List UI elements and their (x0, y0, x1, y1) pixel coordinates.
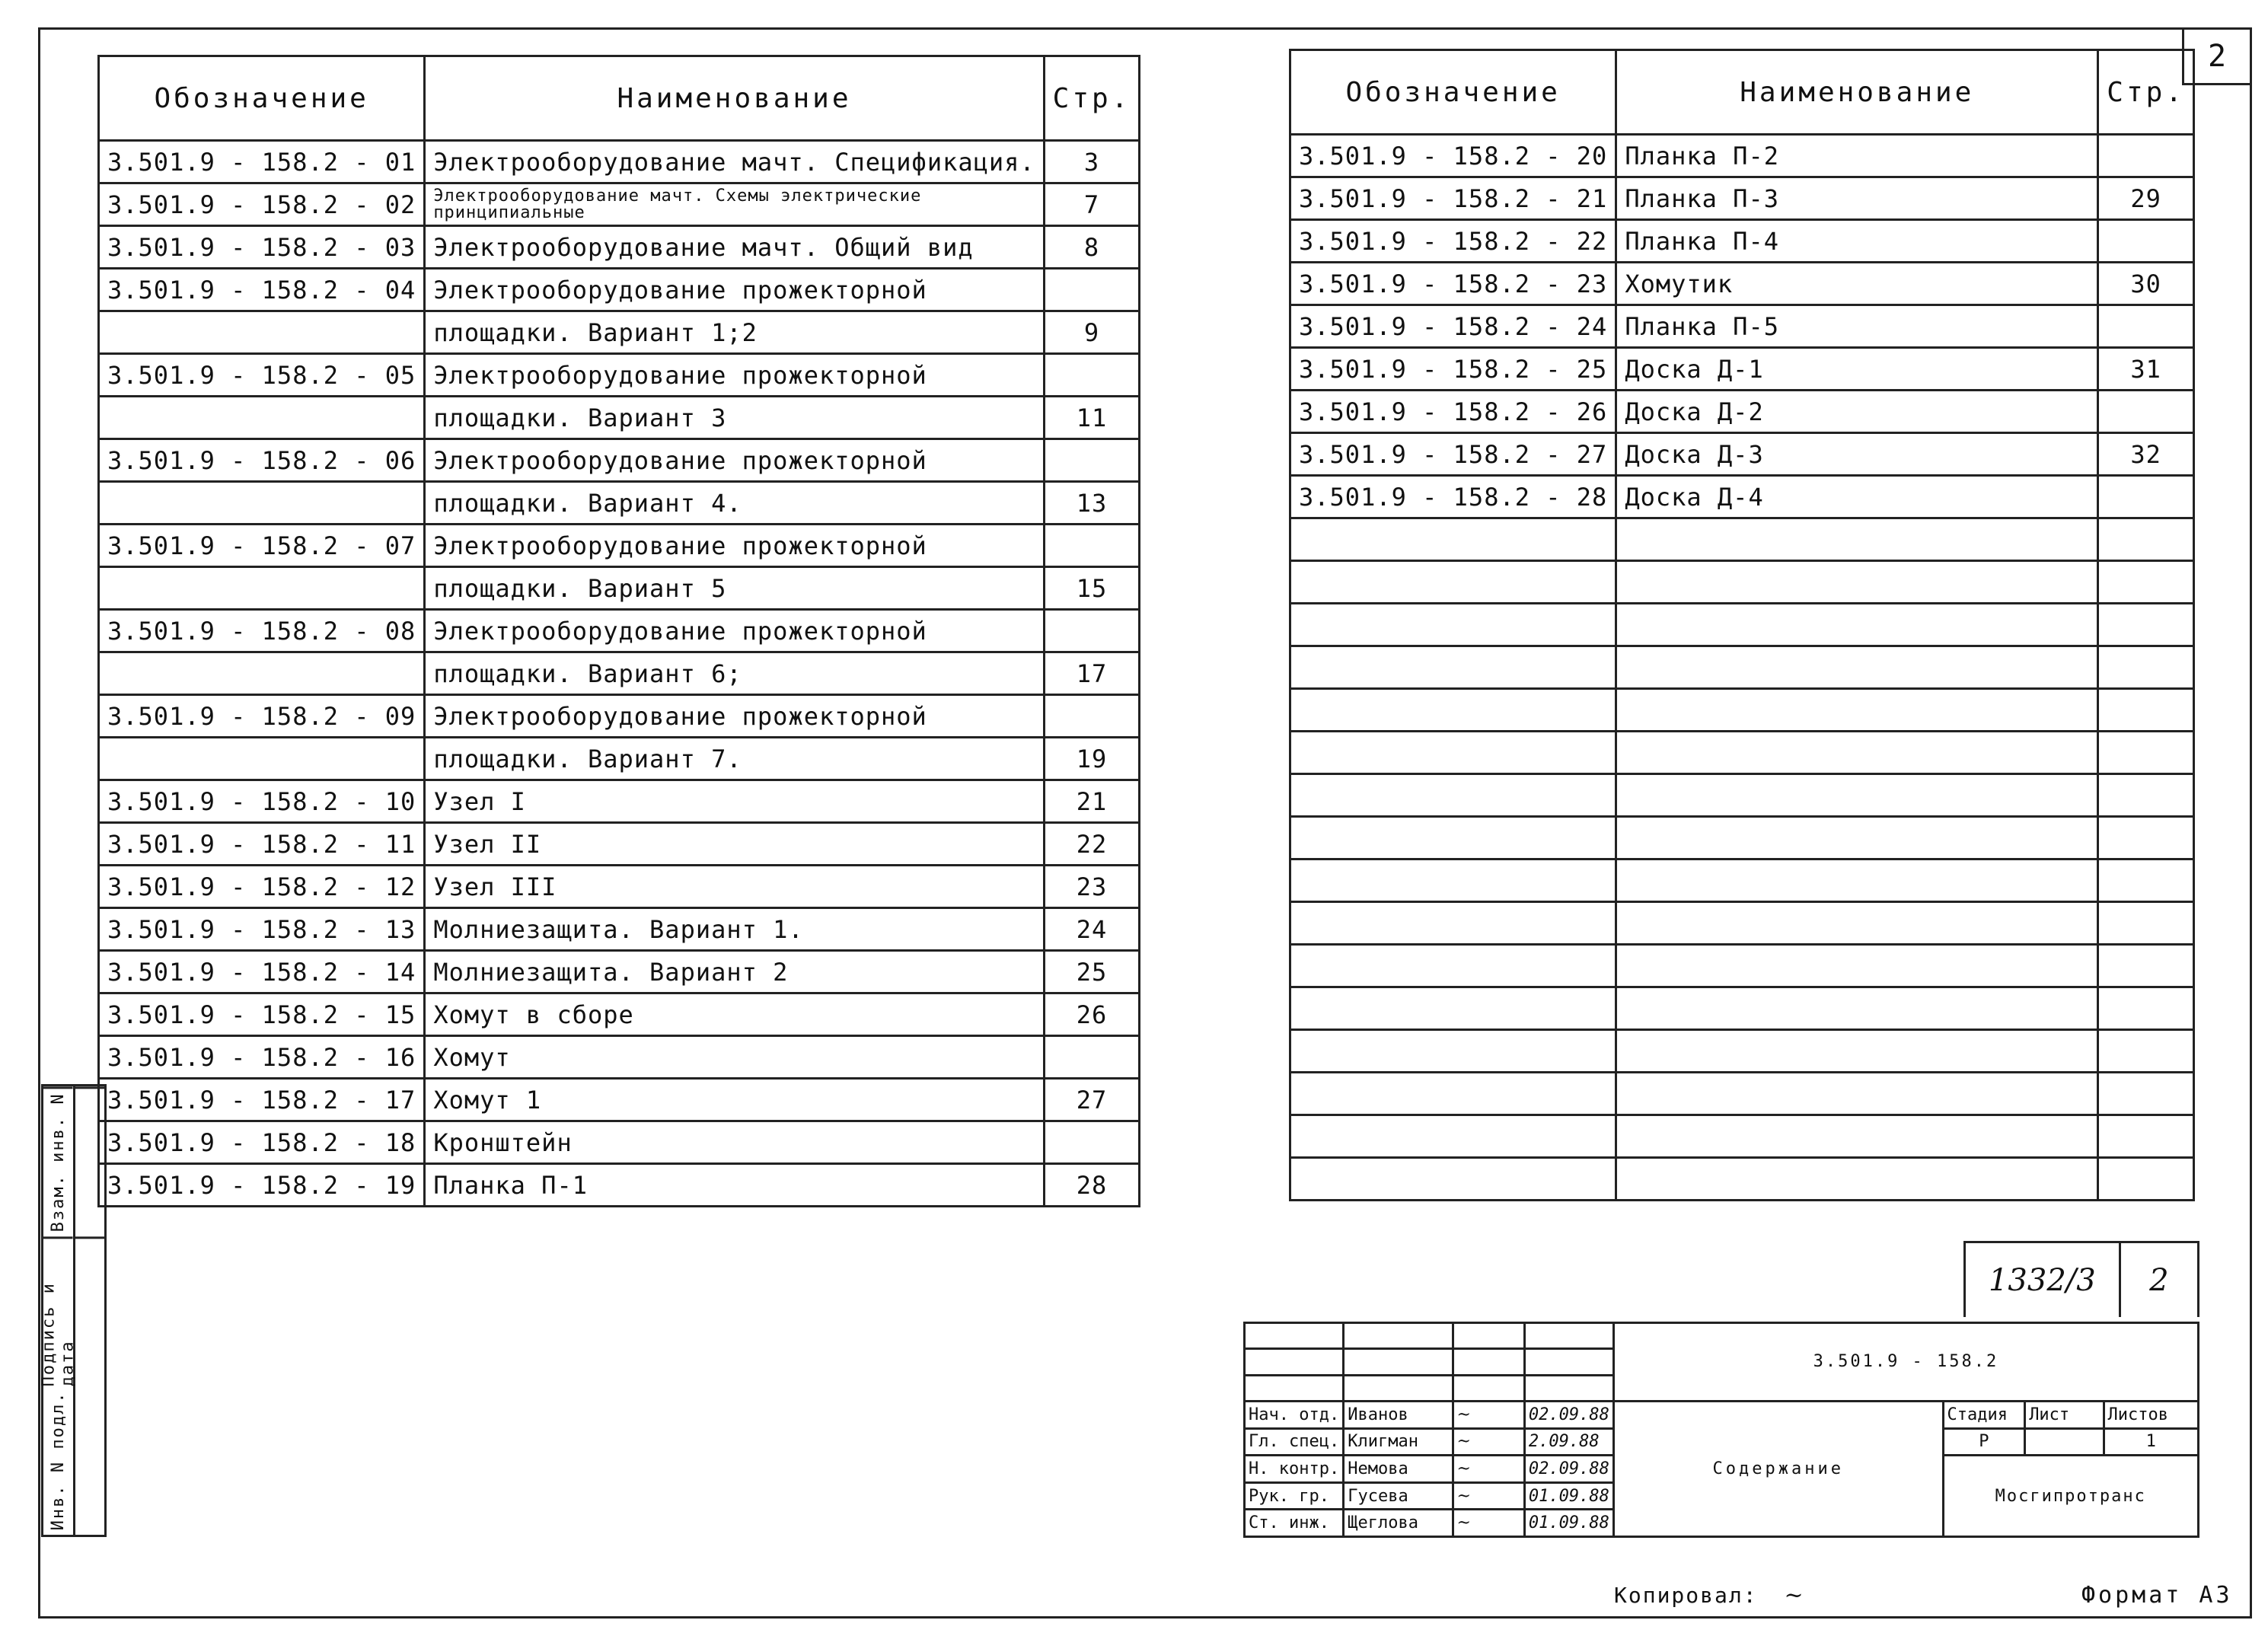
empty-cell (2098, 732, 2194, 774)
table-row (1290, 391, 2194, 433)
page-cell: 26 (1044, 993, 1140, 1036)
name-cell: площадки. Вариант 6; (425, 652, 1044, 695)
empty-cell (2098, 1073, 2194, 1115)
table-row (99, 780, 1140, 823)
name-cell: Планка П-2 (1616, 135, 2098, 177)
page-cell: 30 (2098, 263, 2194, 305)
sheets-value: 1 (2104, 1428, 2198, 1456)
revision-cell (1453, 1349, 1524, 1375)
page-cell (2098, 391, 2194, 433)
stage-value: Р (1943, 1428, 2025, 1456)
name-cell: Планка П-1 (425, 1164, 1044, 1207)
page-cell: 9 (1044, 311, 1140, 354)
signature: ~ (1453, 1428, 1524, 1456)
designation-cell (99, 397, 425, 439)
empty-cell (1616, 945, 2098, 987)
person-date: 02.09.88 (1524, 1401, 1613, 1428)
name-cell: Хомутик (1616, 263, 2098, 305)
title-block (1243, 1322, 2199, 1538)
page-cell: 22 (1044, 823, 1140, 866)
empty-cell (2098, 859, 2194, 902)
name-cell: площадки. Вариант 1;2 (425, 311, 1044, 354)
name-cell: Молниезащита. Вариант 2 (425, 951, 1044, 993)
page-cell: 11 (1044, 397, 1140, 439)
empty-cell (2098, 1115, 2194, 1158)
header-name: Наименование (425, 56, 1044, 141)
page-cell (1044, 1121, 1140, 1164)
designation-cell: 3.501.9 - 158.2 - 12 (99, 866, 425, 908)
table-row (1290, 433, 2194, 476)
designation-cell: 3.501.9 - 158.2 - 06 (99, 439, 425, 482)
empty-cell (1616, 1115, 2098, 1158)
signature: ~ (1453, 1510, 1524, 1537)
table-row (99, 183, 1140, 226)
table-row (1290, 135, 2194, 177)
table-row (99, 866, 1140, 908)
format-label: Формат А3 (2081, 1582, 2233, 1609)
empty-cell (1616, 732, 2098, 774)
table-row (99, 567, 1140, 610)
empty-cell (1290, 1158, 1616, 1201)
empty-row (1290, 987, 2194, 1030)
header-designation: Обозначение (1290, 50, 1616, 135)
table-row (1290, 263, 2194, 305)
designation-cell: 3.501.9 - 158.2 - 07 (99, 525, 425, 567)
designation-cell: 3.501.9 - 158.2 - 09 (99, 695, 425, 738)
empty-cell (2098, 518, 2194, 561)
table-row (99, 823, 1140, 866)
empty-row (1290, 945, 2194, 987)
person-name: Щеглова (1344, 1510, 1453, 1537)
empty-row (1290, 902, 2194, 945)
revision-cell (1524, 1349, 1613, 1375)
header-page: Стр. (2098, 50, 2194, 135)
designation-cell (99, 738, 425, 780)
designation-cell: 3.501.9 - 158.2 (1613, 1323, 2198, 1402)
empty-cell (1290, 604, 1616, 646)
person-role: Гл. спец. (1245, 1428, 1344, 1456)
page-cell (1044, 1036, 1140, 1079)
signature-date-label: Подпись и дата (43, 1236, 73, 1386)
designation-cell: 3.501.9 - 158.2 - 19 (99, 1164, 425, 1207)
person-date: 02.09.88 (1524, 1456, 1613, 1483)
designation-cell: 3.501.9 - 158.2 - 20 (1290, 135, 1616, 177)
table-row (99, 1036, 1140, 1079)
page-cell: 28 (1044, 1164, 1140, 1207)
empty-cell (1616, 689, 2098, 732)
side-stamp-values (75, 1086, 105, 1535)
signature-date-value (75, 1236, 105, 1386)
revision-cell (1453, 1375, 1524, 1401)
name-cell: Хомут в сборе (425, 993, 1044, 1036)
name-cell: Электрооборудование прожекторной (425, 354, 1044, 397)
sheet-value (2025, 1428, 2104, 1456)
revision-cell (1524, 1375, 1613, 1401)
revision-cell (1245, 1375, 1344, 1401)
table-row (99, 141, 1140, 183)
person-name: Клигман (1344, 1428, 1453, 1456)
table-row (1290, 177, 2194, 220)
designation-cell (99, 482, 425, 525)
empty-cell (1616, 859, 2098, 902)
designation-cell: 3.501.9 - 158.2 - 01 (99, 141, 425, 183)
empty-row (1290, 646, 2194, 689)
copied-signature: ~ (1784, 1582, 1805, 1609)
signature: ~ (1453, 1401, 1524, 1428)
header-name: Наименование (1616, 50, 2098, 135)
empty-cell (2098, 774, 2194, 817)
name-cell: Узел III (425, 866, 1044, 908)
empty-row (1290, 774, 2194, 817)
name-cell: площадки. Вариант 3 (425, 397, 1044, 439)
empty-cell (1290, 1115, 1616, 1158)
designation-cell: 3.501.9 - 158.2 - 05 (99, 354, 425, 397)
empty-cell (1290, 1073, 1616, 1115)
person-role: Нач. отд. (1245, 1401, 1344, 1428)
empty-cell (2098, 945, 2194, 987)
replaces-inv-label: Взам. инв. N (43, 1086, 73, 1236)
empty-cell (1290, 774, 1616, 817)
page-cell: 24 (1044, 908, 1140, 951)
contents-table-right (1289, 49, 2195, 1201)
designation-cell (99, 652, 425, 695)
empty-cell (1616, 518, 2098, 561)
page-cell: 7 (1044, 183, 1140, 226)
signature: ~ (1453, 1482, 1524, 1510)
header-designation: Обозначение (99, 56, 425, 141)
revision-cell (1245, 1323, 1344, 1349)
sheet-number: 2 (2182, 30, 2250, 85)
name-cell: площадки. Вариант 5 (425, 567, 1044, 610)
page-cell: 23 (1044, 866, 1140, 908)
page-cell: 8 (1044, 226, 1140, 269)
empty-cell (2098, 902, 2194, 945)
stage-label: Стадия (1943, 1401, 2025, 1428)
name-cell: площадки. Вариант 7. (425, 738, 1044, 780)
table-row (99, 908, 1140, 951)
designation-cell: 3.501.9 - 158.2 - 24 (1290, 305, 1616, 348)
name-cell: Электрооборудование мачт. Спецификация. (425, 141, 1044, 183)
empty-row (1290, 732, 2194, 774)
page-cell: 27 (1044, 1079, 1140, 1121)
designation-cell: 3.501.9 - 158.2 - 04 (99, 269, 425, 311)
page-cell: 21 (1044, 780, 1140, 823)
page-cell (1044, 695, 1140, 738)
name-cell: Узел II (425, 823, 1044, 866)
empty-row (1290, 859, 2194, 902)
table-row (99, 993, 1140, 1036)
table-row (99, 354, 1140, 397)
table-row (99, 525, 1140, 567)
empty-row (1290, 604, 2194, 646)
name-cell: Электрооборудование прожекторной (425, 439, 1044, 482)
table-row (99, 482, 1140, 525)
table-row (1290, 348, 2194, 391)
empty-cell (1616, 1073, 2098, 1115)
designation-cell: 3.501.9 - 158.2 - 13 (99, 908, 425, 951)
page-cell (1044, 354, 1140, 397)
page-cell: 31 (2098, 348, 2194, 391)
table-row (99, 652, 1140, 695)
name-cell: Электрооборудование мачт. Общий вид (425, 226, 1044, 269)
archive-number-box (1963, 1241, 2199, 1317)
page-cell: 32 (2098, 433, 2194, 476)
name-cell: Электрооборудование прожекторной (425, 525, 1044, 567)
name-cell: Доска Д-1 (1616, 348, 2098, 391)
table-row (1290, 476, 2194, 518)
name-cell: Кронштейн (425, 1121, 1044, 1164)
designation-cell: 3.501.9 - 158.2 - 03 (99, 226, 425, 269)
name-cell: Хомут 1 (425, 1079, 1044, 1121)
name-cell: Хомут (425, 1036, 1044, 1079)
table-header-row (1290, 50, 2194, 135)
designation-cell: 3.501.9 - 158.2 - 23 (1290, 263, 1616, 305)
empty-row (1290, 561, 2194, 604)
page-cell (2098, 220, 2194, 263)
person-date: 01.09.88 (1524, 1482, 1613, 1510)
empty-row (1290, 1115, 2194, 1158)
name-cell: Молниезащита. Вариант 1. (425, 908, 1044, 951)
table-header-row (99, 56, 1140, 141)
empty-cell (2098, 1030, 2194, 1073)
name-cell: Электрооборудование прожекторной (425, 695, 1044, 738)
name-cell: площадки. Вариант 4. (425, 482, 1044, 525)
designation-cell: 3.501.9 - 158.2 - 17 (99, 1079, 425, 1121)
table-row (99, 695, 1140, 738)
page-cell: 19 (1044, 738, 1140, 780)
table-row (99, 311, 1140, 354)
table-row (99, 397, 1140, 439)
empty-cell (1616, 902, 2098, 945)
page-cell: 25 (1044, 951, 1140, 993)
name-cell: Электрооборудование прожекторной (425, 269, 1044, 311)
revision-cell (1344, 1375, 1453, 1401)
designation-cell: 3.501.9 - 158.2 - 14 (99, 951, 425, 993)
revision-cell (1245, 1349, 1344, 1375)
empty-cell (2098, 646, 2194, 689)
inv-no-label: Инв. N подл. (48, 1391, 68, 1531)
revision-cell (1344, 1349, 1453, 1375)
person-date: 01.09.88 (1524, 1510, 1613, 1537)
empty-cell (2098, 987, 2194, 1030)
empty-cell (2098, 561, 2194, 604)
side-stamp (41, 1084, 107, 1537)
table-row (99, 951, 1140, 993)
empty-row (1290, 689, 2194, 732)
empty-cell (2098, 1158, 2194, 1201)
empty-row (1290, 1030, 2194, 1073)
empty-cell (1616, 774, 2098, 817)
table-row (99, 610, 1140, 652)
table-row (99, 226, 1140, 269)
name-cell: Доска Д-3 (1616, 433, 2098, 476)
empty-cell (1290, 646, 1616, 689)
designation-cell: 3.501.9 - 158.2 - 28 (1290, 476, 1616, 518)
revision-cell (1344, 1323, 1453, 1349)
empty-cell (1616, 1030, 2098, 1073)
table-row (99, 1164, 1140, 1207)
page-cell (2098, 135, 2194, 177)
empty-cell (1616, 561, 2098, 604)
designation-cell (99, 311, 425, 354)
page-cell: 13 (1044, 482, 1140, 525)
empty-cell (1290, 817, 1616, 859)
empty-cell (1290, 1030, 1616, 1073)
page-cell: 17 (1044, 652, 1140, 695)
designation-cell: 3.501.9 - 158.2 - 27 (1290, 433, 1616, 476)
archive-sheet: 2 (2149, 1262, 2169, 1298)
empty-row (1290, 817, 2194, 859)
signature: ~ (1453, 1456, 1524, 1483)
empty-cell (1616, 646, 2098, 689)
empty-cell (2098, 689, 2194, 732)
side-stamp-labels (39, 1086, 78, 1535)
person-role: Ст. инж. (1245, 1510, 1344, 1537)
empty-cell (1290, 859, 1616, 902)
empty-cell (2098, 817, 2194, 859)
name-cell: Доска Д-2 (1616, 391, 2098, 433)
header-page: Стр. (1044, 56, 1140, 141)
page-cell (1044, 610, 1140, 652)
designation-cell: 3.501.9 - 158.2 - 18 (99, 1121, 425, 1164)
page-cell: 3 (1044, 141, 1140, 183)
empty-cell (1290, 561, 1616, 604)
page-cell: 29 (2098, 177, 2194, 220)
designation-cell: 3.501.9 - 158.2 - 22 (1290, 220, 1616, 263)
page-cell: 15 (1044, 567, 1140, 610)
name-cell: Планка П-3 (1616, 177, 2098, 220)
person-name: Гусева (1344, 1482, 1453, 1510)
empty-cell (1290, 902, 1616, 945)
empty-cell (1616, 1158, 2098, 1201)
empty-cell (1616, 817, 2098, 859)
designation-cell: 3.501.9 - 158.2 - 15 (99, 993, 425, 1036)
inv-no-value (75, 1387, 105, 1535)
empty-cell (1290, 732, 1616, 774)
designation-cell: 3.501.9 - 158.2 - 10 (99, 780, 425, 823)
copied-by (1614, 1582, 1805, 1609)
archive-number: 1332/3 (1966, 1243, 2121, 1317)
designation-cell: 3.501.9 - 158.2 - 21 (1290, 177, 1616, 220)
copied-label: Копировал: (1614, 1583, 1758, 1608)
empty-row (1290, 518, 2194, 561)
sheet-label: Лист (2025, 1401, 2104, 1428)
empty-cell (1616, 987, 2098, 1030)
page-cell (1044, 439, 1140, 482)
designation-cell: 3.501.9 - 158.2 - 11 (99, 823, 425, 866)
document-title: Содержание (1613, 1401, 1943, 1536)
designation-cell (99, 567, 425, 610)
organization: Мосгипротранс (1943, 1456, 2198, 1537)
table-row (1290, 305, 2194, 348)
table-row (99, 269, 1140, 311)
page-cell (2098, 305, 2194, 348)
empty-cell (2098, 604, 2194, 646)
empty-cell (1290, 518, 1616, 561)
name-cell: Планка П-4 (1616, 220, 2098, 263)
replaces-inv-value (75, 1086, 105, 1236)
table-row (1290, 220, 2194, 263)
empty-row (1290, 1158, 2194, 1201)
sheets-label: Листов (2104, 1401, 2198, 1428)
designation-cell: 3.501.9 - 158.2 - 02 (99, 183, 425, 226)
person-name: Немова (1344, 1456, 1453, 1483)
name-cell: Планка П-5 (1616, 305, 2098, 348)
designation-cell: 3.501.9 - 158.2 - 26 (1290, 391, 1616, 433)
name-cell: Доска Д-4 (1616, 476, 2098, 518)
revision-cell (1453, 1323, 1524, 1349)
table-row (99, 738, 1140, 780)
person-date: 2.09.88 (1524, 1428, 1613, 1456)
person-name: Иванов (1344, 1401, 1453, 1428)
empty-cell (1616, 604, 2098, 646)
table-row (99, 439, 1140, 482)
table-row (99, 1121, 1140, 1164)
empty-cell (1290, 987, 1616, 1030)
page-cell (1044, 525, 1140, 567)
designation-cell: 3.501.9 - 158.2 - 08 (99, 610, 425, 652)
person-role: Рук. гр. (1245, 1482, 1344, 1510)
designation-cell: 3.501.9 - 158.2 - 16 (99, 1036, 425, 1079)
page-cell (1044, 269, 1140, 311)
empty-row (1290, 1073, 2194, 1115)
revision-cell (1524, 1323, 1613, 1349)
name-cell: Электрооборудование прожекторной (425, 610, 1044, 652)
person-role: Н. контр. (1245, 1456, 1344, 1483)
name-cell: Электрооборудование мачт. Схемы электрические принципиальные (425, 183, 1044, 226)
contents-table-left (97, 55, 1140, 1207)
designation-cell: 3.501.9 - 158.2 - 25 (1290, 348, 1616, 391)
table-row (99, 1079, 1140, 1121)
empty-cell (1290, 689, 1616, 732)
page-cell (2098, 476, 2194, 518)
name-cell: Узел I (425, 780, 1044, 823)
empty-cell (1290, 945, 1616, 987)
